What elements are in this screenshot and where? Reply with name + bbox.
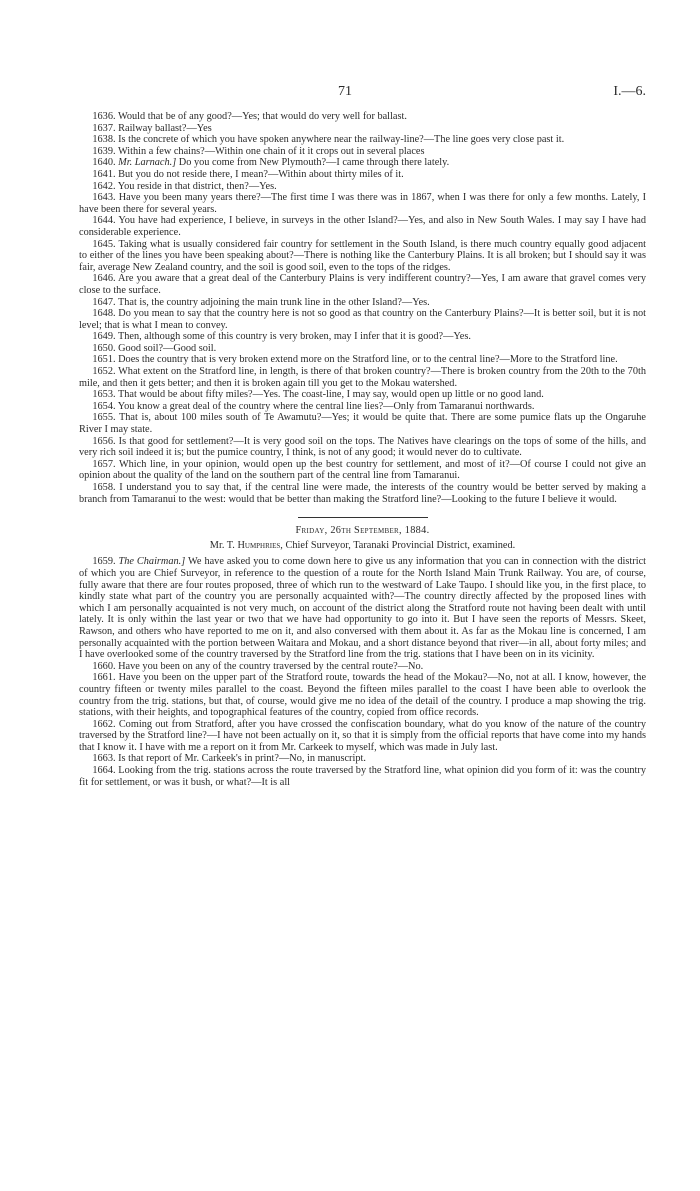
- question-answer-text: You know a great deal of the country where the central line lies?—Only from Tamaranui northwards.: [117, 400, 535, 412]
- question-answer-text: You reside in that district, then?—Yes.: [117, 180, 277, 192]
- evidence-paragraph: [79, 753, 646, 765]
- question-answer-text: Is that good for settlement?—It is very good soil on the tops. The Natives have clearings on the tops of some of the hills, and very rich soil indeed it is; but the pumice country, I think, is not of any good; it would never do to cultivate.: [79, 435, 646, 459]
- question-number: 1642.: [92, 180, 116, 192]
- question-answer-text: Have you been many years there?—The first time I was there was in 1867, when I was there for only a few months. Lately, I have been there for several years.: [79, 192, 646, 215]
- question-number: 1644.: [92, 215, 116, 227]
- witness-heading: [79, 540, 646, 552]
- evidence-paragraph: [79, 343, 646, 355]
- question-answer-text: Good soil?—Good soil.: [118, 342, 217, 354]
- speaker-name: Mr. Larnach.]: [118, 157, 177, 169]
- evidence-paragraph: [79, 331, 646, 343]
- page-number: 71: [338, 84, 352, 99]
- witness-prefix: Mr. T.: [209, 539, 235, 551]
- page-header: [80, 84, 646, 102]
- question-number: 1654.: [92, 400, 116, 412]
- question-number: 1645.: [92, 238, 116, 250]
- evidence-paragraph: [79, 661, 646, 673]
- evidence-paragraph: [79, 765, 646, 788]
- question-answer-text: Are you aware that a great deal of the Canterbury Plains is very indifferent country?—Yes, I am aware that gravel comes very close to the surface.: [79, 273, 646, 296]
- evidence-paragraph: [79, 389, 646, 401]
- evidence-part-1: [79, 111, 646, 505]
- question-answer-text: That is, the country adjoining the main trunk line in the other Island?—Yes.: [117, 296, 430, 308]
- question-number: 1647.: [92, 296, 116, 308]
- question-number: 1653.: [92, 389, 116, 401]
- question-number: 1636.: [92, 111, 116, 122]
- evidence-paragraph: [79, 459, 646, 482]
- question-number: 1659.: [92, 556, 116, 568]
- question-answer-text: Do you come from New Plymouth?—I came through there lately.: [178, 157, 450, 169]
- question-answer-text: But you do not reside there, I mean?—Within about thirty miles of it.: [118, 168, 404, 180]
- question-number: 1646.: [92, 273, 116, 285]
- evidence-paragraph: [79, 482, 646, 505]
- question-number: 1660.: [92, 660, 116, 672]
- question-number: 1640.: [92, 157, 116, 169]
- evidence-paragraph: [79, 181, 646, 193]
- question-number: 1652.: [92, 366, 116, 378]
- question-number: 1649.: [92, 331, 116, 343]
- question-number: 1651.: [92, 354, 116, 366]
- question-number: 1637.: [92, 122, 116, 134]
- question-answer-text: What extent on the Stratford line, in length, is there of that broken country?—There is broken country from the 20th to the 70th mile, and then it gets better; and then it is broken again till you get to the Mokau watershed.: [79, 366, 646, 389]
- question-answer-text: Railway ballast?—Yes: [118, 122, 212, 134]
- body-text: [79, 111, 646, 788]
- question-answer-text: Would that be of any good?—Yes; that would do very well for ballast.: [117, 111, 407, 122]
- date-day: Friday,: [295, 525, 328, 537]
- question-answer-text: Do you mean to say that the country here is not so good as that country on the Canterbury Plains?—It is better soil, but it is not level; that is what I mean to convey.: [79, 308, 646, 331]
- section-date: [79, 525, 646, 537]
- question-number: 1661.: [92, 672, 116, 684]
- evidence-part-2: [79, 556, 646, 788]
- section-divider: [298, 517, 428, 518]
- evidence-paragraph: [79, 412, 646, 435]
- evidence-paragraph: [79, 308, 646, 331]
- question-number: 1643.: [92, 192, 116, 204]
- evidence-paragraph: [79, 297, 646, 309]
- question-answer-text: I understand you to say that, if the central line were made, the interests of the country would be better served by making a branch from Tamaranui to the west: would that be better than making the Stratford line?—Looking to the future I believe it would.: [79, 482, 646, 505]
- evidence-paragraph: [79, 239, 646, 274]
- evidence-paragraph: [79, 157, 646, 169]
- evidence-paragraph: [79, 111, 646, 123]
- evidence-paragraph: [79, 556, 646, 660]
- question-answer-text: That would be about fifty miles?—Yes. The coast-line, I may say, would open up little or no good land.: [117, 389, 544, 401]
- question-number: 1650.: [92, 342, 116, 354]
- evidence-paragraph: [79, 672, 646, 718]
- question-answer-text: Within a few chains?—Within one chain of it it crops out in several places: [117, 145, 425, 157]
- question-answer-text: We have asked you to come down here to give us any information that you can in connection with the district of which you are Chief Surveyor, in reference to the question of a route for the North Island Main Trunk Railway. You are, of course, fully aware that there are four routes proposed, three of which run to the westward of Lake Taupo. I should like you, in the first place, to kindly state what part of the country you are personally acquainted with?—The country directly affected by the proposed lines with which I am personally acquainted is not very much, on account of the district along the Stratford route not having been dealt with until lately. It is only within the last year or two that we have had opportunity to go into it. But I have seen the reports of Messrs. Skeet, Rawson, and others who have reported to me on it, and also conversed with them about it. As far as the Mokau line is concerned, I am personally acquainted with the portion between Waitara and Mokau, and a short distance beyond that river—in all, about forty miles; and I have overlooked some of the country traversed by the Stratford line from the trig. stations that I have been on in its vicinity.: [79, 556, 646, 661]
- question-answer-text: Then, although some of this country is very broken, may I infer that it is good?—Yes.: [117, 331, 471, 343]
- evidence-paragraph: [79, 719, 646, 754]
- question-number: 1638.: [92, 134, 116, 146]
- evidence-paragraph: [79, 273, 646, 296]
- document-reference: I.—6.: [613, 84, 646, 99]
- question-answer-text: That is, about 100 miles south of Te Awamutu?—Yes; it would be quite that. There are some pumice flats up the Ongaruhe River I may state.: [79, 412, 646, 436]
- question-answer-text: Looking from the trig. stations across the route traversed by the Stratford line, what opinion did you form of it: was the country fit for settlement, or was it bush, or what?—It is all: [79, 765, 646, 788]
- evidence-paragraph: [79, 436, 646, 459]
- question-answer-text: You have had experience, I believe, in surveys in the other Island?—Yes, and also in New South Wales. I may say I have had considerable experience.: [79, 215, 646, 238]
- evidence-paragraph: [79, 192, 646, 215]
- evidence-paragraph: [79, 366, 646, 389]
- question-answer-text: Does the country that is very broken extend more on the Stratford line, or to the central line?—More to the Stratford line.: [118, 354, 618, 366]
- question-number: 1641.: [92, 168, 116, 180]
- question-number: 1655.: [92, 412, 116, 424]
- question-number: 1639.: [92, 145, 116, 157]
- question-number: 1662.: [92, 718, 116, 730]
- evidence-paragraph: [79, 215, 646, 238]
- question-number: 1663.: [92, 753, 116, 765]
- question-answer-text: Have you been on any of the country traversed by the central route?—No.: [118, 660, 424, 672]
- question-answer-text: Coming out from Stratford, after you have crossed the confiscation boundary, what do you know of the nature of the country traversed by the Stratford line?—I have not been actually on it, so that it is simply from the official reports that have come into my hands that I know it. I have with me a report on it from Mr. Carkeek to myself, which was made in July last.: [79, 718, 646, 753]
- question-number: 1657.: [92, 458, 116, 470]
- evidence-paragraph: [79, 354, 646, 366]
- evidence-paragraph: [79, 123, 646, 135]
- date-day-month: 26th September,: [330, 525, 402, 537]
- witness-name: Humphries,: [237, 539, 283, 551]
- date-year: 1884.: [404, 525, 430, 537]
- speaker-name: The Chairman.]: [118, 556, 186, 568]
- question-answer-text: Have you been on the upper part of the Stratford route, towards the head of the Mokau?—No, not at all. I know, however, the country fifteen or twenty miles parallel to the coast. Beyond the fifteen miles parallel to the coast I have been able to overlook the country from the trig. stations, but that, of course, would give me no idea of the detail of the country. I produce a map showing the trig. stations, with their heights, and topographical features of the country, copied from office records.: [79, 672, 647, 719]
- question-number: 1648.: [92, 308, 116, 320]
- evidence-paragraph: [79, 401, 646, 413]
- question-number: 1658.: [92, 482, 116, 493]
- question-number: 1656.: [92, 435, 116, 447]
- question-number: 1664.: [92, 765, 116, 777]
- witness-description: Chief Surveyor, Taranaki Provincial District, examined.: [285, 539, 516, 551]
- evidence-paragraph: [79, 169, 646, 181]
- evidence-paragraph: [79, 134, 646, 146]
- question-answer-text: Is the concrete of which you have spoken anywhere near the railway-line?—The line goes very close past it.: [118, 134, 565, 146]
- question-answer-text: Which line, in your opinion, would open up the best country for settlement, and most of it?—Of course I could not give an opinion about the quality of the land on the southern part of the central line from Tamaranui.: [79, 458, 647, 482]
- question-answer-text: Is that report of Mr. Carkeek's in print?—No, in manuscript.: [118, 753, 366, 765]
- question-answer-text: Taking what is usually considered fair country for settlement in the South Island, is there much country equally good adjacent to either of the lines you have been speaking about?—There is nothing like the Canterbury Plains. It is all broken; but I should say it was fair, average New Zealand country, and the soil is good soil, even to the tops of the ridges.: [79, 238, 647, 273]
- evidence-paragraph: [79, 146, 646, 158]
